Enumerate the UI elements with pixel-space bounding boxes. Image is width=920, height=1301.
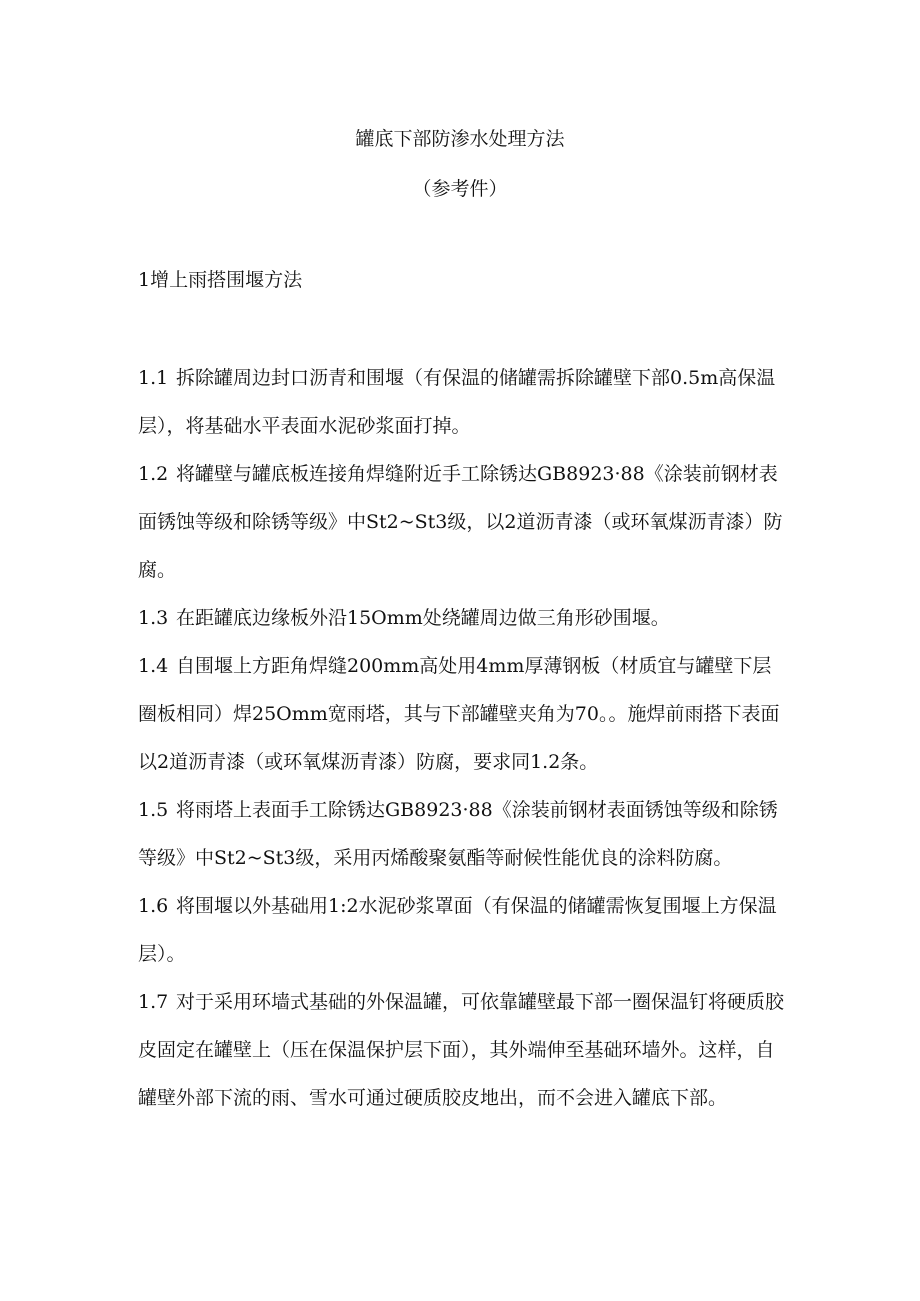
item-number: 1.2 (138, 463, 169, 485)
section-heading: 1增上雨搭围堰方法 (138, 269, 303, 291)
list-item (138, 450, 788, 594)
list-item (138, 786, 788, 882)
item-number: 1.4 (138, 655, 169, 677)
item-text: 将雨塔上表面手工除锈达GB8923·88《涂装前钢材表面锈蚀等级和除锈等级》中St2~St3级，采用丙烯酸聚氨酯等耐候性能优良的涂料防腐。 (138, 799, 778, 869)
item-text: 在距罐底边缘板外沿15Omm处绕罐周边做三角形砂围堰。 (176, 607, 670, 629)
item-number: 1.6 (138, 895, 169, 917)
document-subtitle: （参考件） (412, 178, 508, 200)
item-text: 对于采用环墙式基础的外保温罐，可依靠罐壁最下部一圈保温钉将硬质胶皮固定在罐壁上（压在保温保护层下面），其外端伸至基础环墙外。这样，自罐壁外部下流的雨、雪水可通过硬质胶皮地出，而不会进入罐底下部。 (138, 991, 785, 1109)
list-item (138, 978, 788, 1122)
list-item (138, 354, 788, 450)
item-number: 1.1 (138, 367, 169, 389)
list-item (138, 642, 788, 786)
item-number: 1.5 (138, 799, 169, 821)
item-number: 1.3 (138, 607, 169, 629)
item-text: 将罐壁与罐底板连接角焊缝附近手工除锈达GB8923·88《涂装前钢材表面锈蚀等级和除锈等级》中St2~St3级，以2道沥青漆（或环氧煤沥青漆）防腐。 (138, 463, 783, 581)
item-text: 将围堰以外基础用1:2水泥砂浆罩面（有保温的储罐需恢复围堰上方保温层）。 (138, 895, 777, 965)
list-item (138, 882, 788, 978)
list-item (138, 594, 788, 642)
document-title: 罐底下部防渗水处理方法 (355, 128, 565, 150)
item-number: 1.7 (138, 991, 169, 1013)
item-text: 自围堰上方距角焊缝200mm高处用4mm厚薄钢板（材质宜与罐壁下层圈板相同）焊25Omm宽雨塔，其与下部罐壁夹角为70。。施焊前雨搭下表面以2道沥青漆（或环氧煤沥青漆）防腐，要求同1.2条。 (138, 655, 780, 773)
item-text: 拆除罐周边封口沥青和围堰（有保温的储罐需拆除罐壁下部0.5m高保温层），将基础水平表面水泥砂浆面打掉。 (138, 367, 776, 437)
